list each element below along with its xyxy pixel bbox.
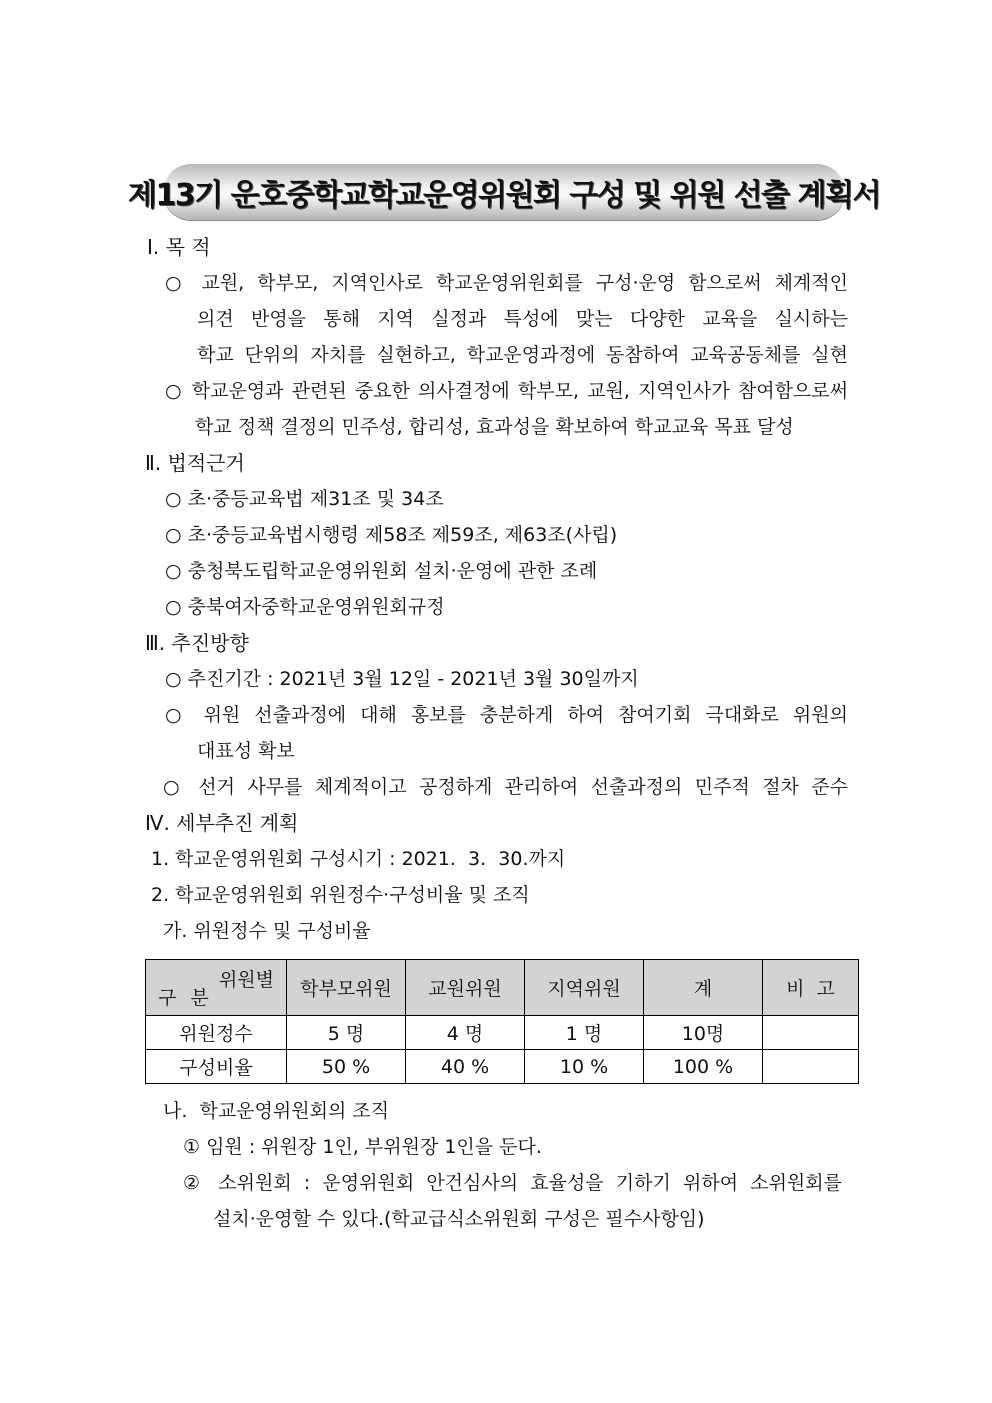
section-1-bullet-2-line-1: ○ 학교운영과 관련된 중요한 의사결정에 학부모, 교원, 지역인사가 참여함으로써 xyxy=(165,380,848,402)
member-composition-table xyxy=(145,959,859,1084)
section-4-item-1: 1. 학교운영위원회 구성시기 : 2021. 3. 30.까지 xyxy=(151,848,566,870)
section-1-heading: Ⅰ. 목 적 xyxy=(147,235,211,259)
section-2-item-4: ○ 충북여자중학교운영위원회규정 xyxy=(165,596,445,618)
section-1-bullet-1-line-1: ○ 교원, 학부모, 지역인사로 학교운영위원회를 구성·운영 함으로써 체계적인 xyxy=(165,272,848,294)
org-item-2-line-1: ② 소위원회 : 운영위원회 안건심사의 효율성을 기하기 위하여 소위원회를 xyxy=(183,1172,842,1194)
section-2-item-1: ○ 초·중등교육법 제31조 및 34조 xyxy=(165,488,444,510)
table-cell: 1 명 xyxy=(525,1016,644,1050)
section-2-item-2: ○ 초·중등교육법시행령 제58조 제59조, 제63조(사립) xyxy=(165,524,618,546)
section-1-bullet-1-line-2: 의견 반영을 통해 지역 실정과 특성에 맞는 다양한 교육을 실시하는 xyxy=(197,308,848,330)
table-cell: 100 % xyxy=(644,1050,763,1084)
table-cell: 40 % xyxy=(406,1050,525,1084)
table-row xyxy=(146,1050,859,1084)
section-2-heading: Ⅱ. 법적근거 xyxy=(145,451,245,475)
section-4-item-2: 2. 학교운영위원회 위원정수·구성비율 및 조직 xyxy=(151,884,530,906)
header-total: 계 xyxy=(644,960,763,1016)
row-label: 구성비율 xyxy=(146,1050,287,1084)
corner-top-label: 위원별 xyxy=(218,969,274,991)
section-2-item-3: ○ 충청북도립학교운영위원회 설치·운영에 관한 조례 xyxy=(165,560,598,582)
header-parent-members: 학부모위원 xyxy=(287,960,406,1016)
table-cell: 4 명 xyxy=(406,1016,525,1050)
org-item-1: ① 임원 : 위원장 1인, 부위원장 1인을 둔다. xyxy=(183,1136,542,1158)
corner-bottom-label: 구 분 xyxy=(158,987,213,1009)
row-label: 위원정수 xyxy=(146,1016,287,1050)
org-item-2-line-2: 설치·운영할 수 있다.(학교급식소위원회 구성은 필수사항임) xyxy=(213,1208,705,1230)
header-teacher-members: 교원위원 xyxy=(406,960,525,1016)
table-cell: 5 명 xyxy=(287,1016,406,1050)
section-3-item-2-line-2: 대표성 확보 xyxy=(197,740,295,762)
section-3-heading: Ⅲ. 추진방향 xyxy=(145,631,249,655)
subsection-b-heading: 나. 학교운영위원회의 조직 xyxy=(163,1100,390,1122)
table-cell: 50 % xyxy=(287,1050,406,1084)
section-3-item-2-line-1: ○ 위원 선출과정에 대해 홍보를 충분하게 하여 참여기회 극대화로 위원의 xyxy=(165,704,848,726)
table-cell xyxy=(763,1016,859,1050)
table-header-row xyxy=(146,960,859,1016)
section-1-bullet-2-line-2: 학교 정책 결정의 민주성, 합리성, 효과성을 확보하여 학교교육 목표 달성 xyxy=(195,416,794,438)
header-community-members: 지역위원 xyxy=(525,960,644,1016)
header-remarks: 비 고 xyxy=(763,960,859,1016)
table-row xyxy=(146,1016,859,1050)
table-cell xyxy=(763,1050,859,1084)
document-title: 제13기 운호중학교학교운영위원회 구성 및 위원 선출 계획서 xyxy=(128,178,880,213)
table-cell: 10 % xyxy=(525,1050,644,1084)
table-cell: 10명 xyxy=(644,1016,763,1050)
section-3-item-3: ○ 선거 사무를 체계적이고 공정하게 관리하여 선출과정의 민주적 절차 준수 xyxy=(163,776,848,798)
section-1-bullet-1-line-3: 학교 단위의 자치를 실현하고, 학교운영과정에 동참하여 교육공동체를 실현 xyxy=(197,344,848,366)
table-corner-cell xyxy=(146,960,287,1016)
section-4-heading: Ⅳ. 세부추진 계획 xyxy=(145,811,299,835)
title-banner xyxy=(128,164,880,220)
section-3-item-1: ○ 추진기간 : 2021년 3월 12일 - 2021년 3월 30일까지 xyxy=(165,668,639,690)
subsection-a-heading: 가. 위원정수 및 구성비율 xyxy=(163,920,371,942)
